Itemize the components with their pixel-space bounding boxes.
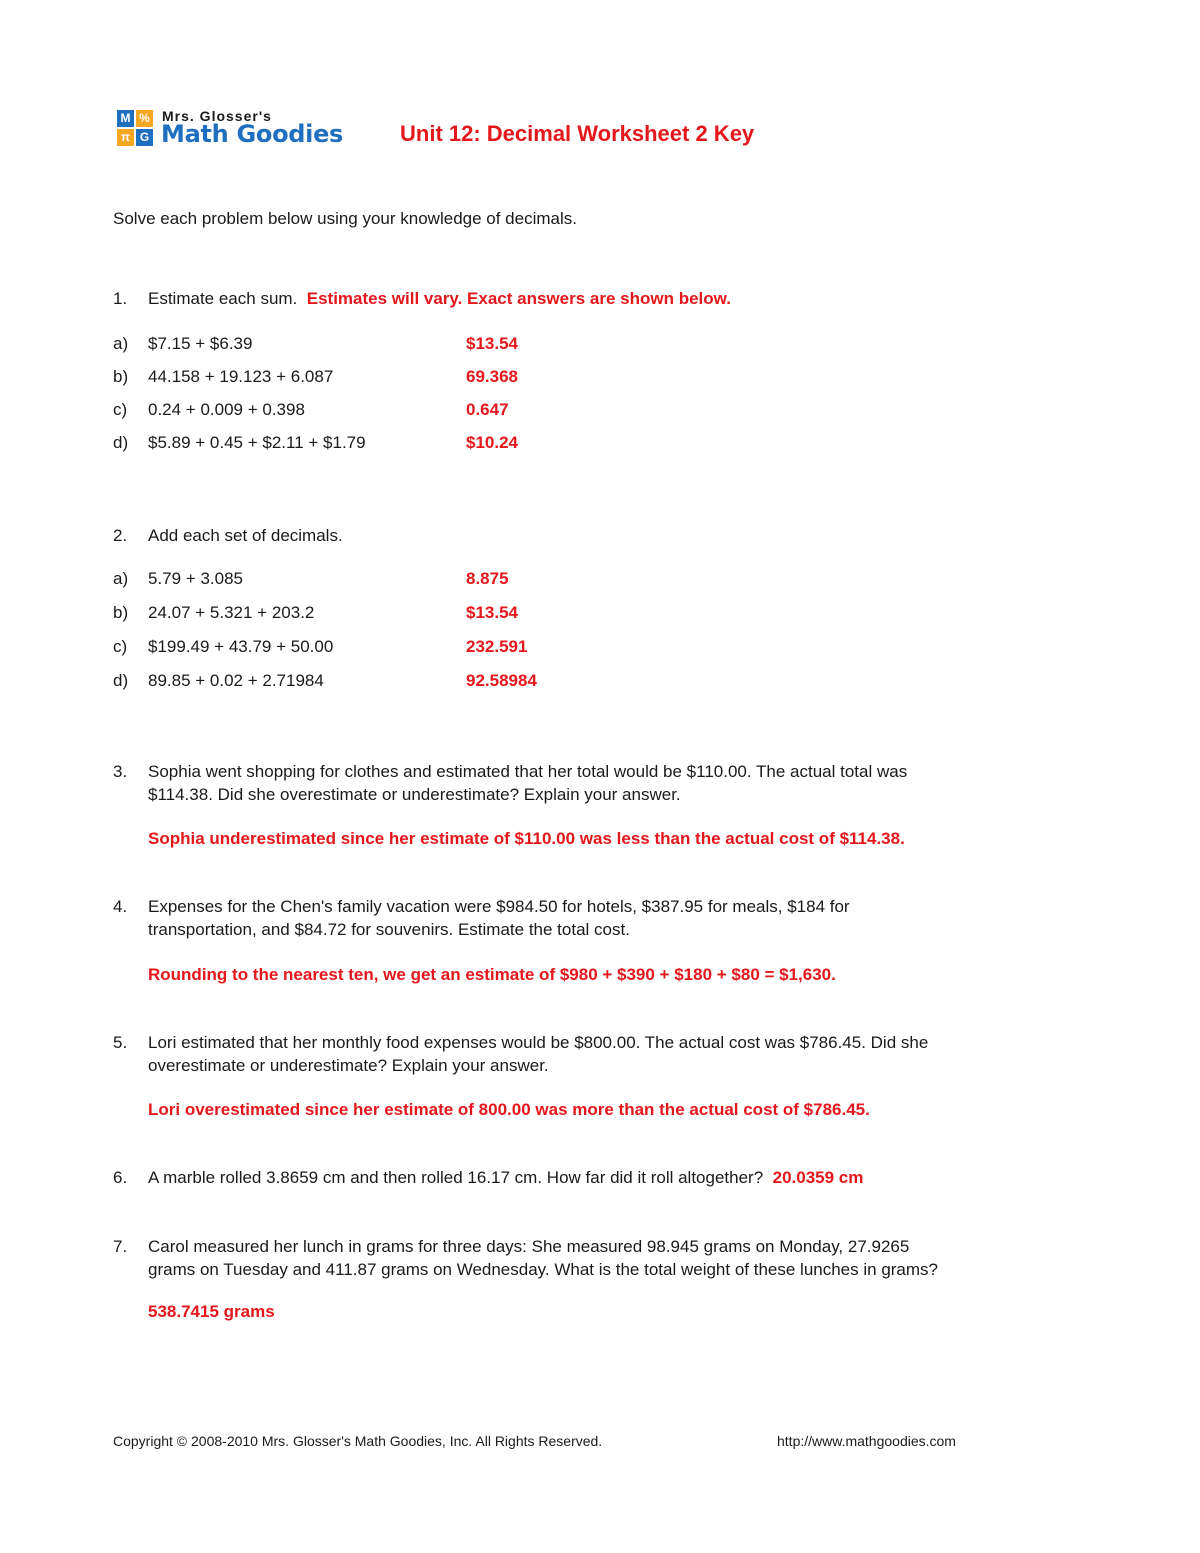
q2a-expression: 5.79 + 3.085 (148, 569, 244, 588)
footer-copyright: Copyright © 2008-2010 Mrs. Glosser's Math Goodies, Inc. All Rights Reserved. (113, 1433, 603, 1449)
q1a-answer: $13.54 (466, 334, 518, 353)
q7-number: 7. (113, 1237, 128, 1256)
q1d-label: d) (113, 433, 129, 452)
q7-answer: 538.7415 grams (148, 1302, 275, 1321)
q5-number: 5. (113, 1033, 128, 1052)
q1-prompt: Estimate each sum. (148, 289, 298, 308)
q6-text (148, 1168, 863, 1188)
q7-line2: grams on Tuesday and 411.87 grams on Wednesday. What is the total weight of these lunches in grams? (148, 1260, 939, 1279)
q1d-expression: $5.89 + 0.45 + $2.11 + $1.79 (148, 433, 366, 452)
logo-brand-line2: Math Goodies (161, 120, 344, 148)
q2b-expression: 24.07 + 5.321 + 203.2 (148, 603, 315, 622)
q4-line2: transportation, and $84.72 for souvenirs. Estimate the total cost. (148, 920, 630, 939)
q1-text (148, 289, 731, 309)
q2c-expression: $199.49 + 43.79 + 50.00 (148, 637, 334, 656)
q2-text: Add each set of decimals. (148, 526, 343, 545)
q1b-expression: 44.158 + 19.123 + 6.087 (148, 367, 334, 386)
q3-answer: Sophia underestimated since her estimate of $110.00 was less than the actual cost of $114.38. (148, 829, 905, 848)
q6-answer: 20.0359 cm (772, 1168, 864, 1187)
q2c-label: c) (113, 637, 128, 656)
q5-line1: Lori estimated that her monthly food expenses would be $800.00. The actual cost was $786.45. Did she (148, 1033, 929, 1052)
logo-brand-line1: Mrs. Glosser's (162, 108, 272, 124)
instructions: Solve each problem below using your knowledge of decimals. (113, 209, 577, 228)
q6-prompt: A marble rolled 3.8659 cm and then rolled 16.17 cm. How far did it roll altogether? (148, 1168, 764, 1187)
q5-line2: overestimate or underestimate? Explain your answer. (148, 1056, 549, 1075)
q3-number: 3. (113, 762, 128, 781)
q1b-label: b) (113, 367, 129, 386)
q5-answer: Lori overestimated since her estimate of 800.00 was more than the actual cost of $786.45. (148, 1100, 870, 1119)
page-title: Unit 12: Decimal Worksheet 2 Key (400, 121, 755, 146)
q1a-label: a) (113, 334, 129, 353)
logo-tile-percent: % (136, 110, 153, 127)
q1c-expression: 0.24 + 0.009 + 0.398 (148, 400, 305, 419)
q2d-label: d) (113, 671, 129, 690)
q4-number: 4. (113, 897, 128, 916)
q2-number: 2. (113, 526, 128, 545)
logo-tile-m: M (117, 110, 134, 127)
q2d-answer: 92.58984 (466, 671, 537, 690)
q1-number: 1. (113, 289, 128, 308)
q4-line1: Expenses for the Chen's family vacation were $984.50 for hotels, $387.95 for meals, $184 for (148, 897, 850, 916)
logo-mark (117, 110, 153, 147)
q2a-answer: 8.875 (466, 569, 509, 588)
q2b-label: b) (113, 603, 129, 622)
q6-number: 6. (113, 1168, 128, 1187)
q1c-answer: 0.647 (466, 400, 509, 419)
q2c-answer: 232.591 (466, 637, 528, 656)
q1-note: Estimates will vary. Exact answers are shown below. (306, 289, 731, 308)
q4-answer: Rounding to the nearest ten, we get an estimate of $980 + $390 + $180 + $80 = $1,630. (148, 965, 836, 984)
q1a-expression: $7.15 + $6.39 (148, 334, 253, 353)
q1b-answer: 69.368 (466, 367, 518, 386)
q7-line1: Carol measured her lunch in grams for three days: She measured 98.945 grams on Monday, 27.9265 (148, 1237, 910, 1256)
q1d-answer: $10.24 (466, 433, 518, 452)
footer-url[interactable]: http://www.mathgoodies.com (777, 1433, 956, 1449)
q1c-label: c) (113, 400, 128, 419)
logo-tile-pi: π (117, 129, 134, 146)
logo-tile-g: G (136, 129, 153, 146)
q3-line1: Sophia went shopping for clothes and estimated that her total would be $110.00. The actual total was (148, 762, 908, 781)
q2d-expression: 89.85 + 0.02 + 2.71984 (148, 671, 324, 690)
q2a-label: a) (113, 569, 129, 588)
q3-line2: $114.38. Did she overestimate or underestimate? Explain your answer. (148, 785, 681, 804)
q2b-answer: $13.54 (466, 603, 518, 622)
